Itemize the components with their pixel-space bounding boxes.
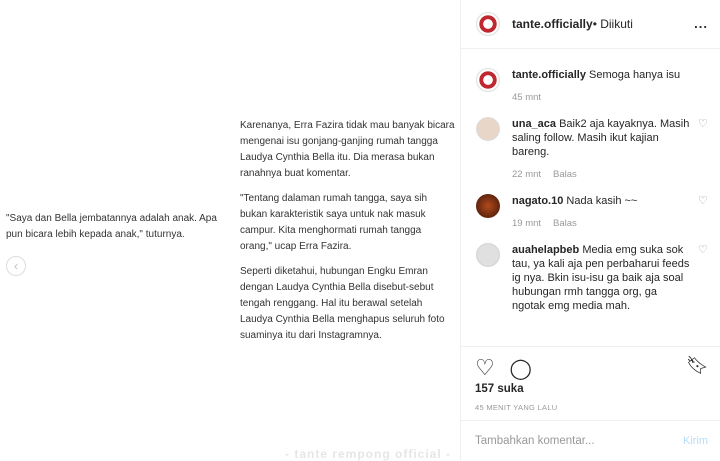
article-column [240, 118, 455, 353]
comments-panel [461, 0, 720, 460]
caption [476, 68, 712, 105]
more-options-icon[interactable]: ... [694, 16, 708, 31]
comment-text: Baik2 aja kayaknya. Masih saling follow. Masih ikut kajian bareng. [512, 118, 690, 158]
comment-list [476, 68, 712, 313]
comment-username[interactable]: nagato.10 [512, 195, 564, 207]
avatar[interactable] [476, 194, 500, 218]
comment [476, 194, 712, 231]
paragraph: Karenanya, Erra Fazira tidak mau banyak bicara mengenai isu gonjang-ganjing rumah tangga Laudya Cynthia Bella itu. Dia merasa bukan ranahnya buat komentar. [240, 120, 455, 179]
comment-text: Semoga hanya isu [589, 69, 681, 81]
like-comment-heart-icon[interactable]: ♡ [698, 244, 708, 256]
avatar[interactable] [476, 117, 500, 141]
comment-text: Nada kasih ~~ [566, 195, 638, 207]
comment-username[interactable]: tante.officially [512, 69, 586, 81]
avatar[interactable] [476, 12, 500, 36]
add-comment-bar [461, 420, 720, 460]
comment [476, 117, 712, 182]
comment-username[interactable]: una_aca [512, 118, 557, 130]
comment-time[interactable]: 45 mnt [512, 92, 542, 103]
like-count[interactable]: 157 suka [475, 383, 524, 395]
reply-button[interactable]: Balas [553, 169, 577, 180]
paragraph: "Tentang dalaman rumah tangga, saya sih bukan karakteristik saya untuk nak masuk campur. Kita menghormati rumah tangga orang," ucap Erra Fazira. [240, 193, 428, 252]
post-button[interactable]: Kirim [682, 434, 708, 447]
bookmark-icon[interactable]: 🔖︎ [686, 355, 709, 375]
like-comment-heart-icon[interactable]: ♡ [698, 118, 708, 130]
comment-text: Media emg suka sok tau, ya kali aja pen perbaharui feeds ig nya. Bkin isu-isu ga baik aja soal hubungan rmh tangga org, ga ngotak emg media mah. [512, 244, 690, 312]
avatar[interactable] [476, 68, 500, 92]
post-header [461, 0, 720, 49]
heart-icon[interactable]: ♡ [475, 355, 495, 380]
comment [476, 243, 712, 313]
comment-username[interactable]: auahelapbeb [512, 244, 580, 256]
post-time: 45 MENIT YANG LALU [475, 403, 558, 412]
avatar[interactable] [476, 243, 500, 267]
follow-status[interactable]: • Diikuti [592, 17, 633, 31]
paragraph: Seperti diketahui, hubungan Engku Emran dengan Laudya Cynthia Bella disebut-sebut tengah renggang. Hal itu berawal setelah Laudya Cynthia Bella menghapus seluruh foto suaminya itu dari Instagramnya. [240, 266, 445, 341]
comment-time[interactable]: 19 mnt [512, 218, 542, 229]
quote-text: "Saya dan Bella jembatannya adalah anak. Apa pun bicara lebih kepada anak," tuturnya. [6, 213, 217, 240]
comment-input[interactable] [475, 435, 683, 447]
watermark: - tante rempong official - [285, 447, 452, 461]
username-link[interactable]: tante.officially [512, 17, 593, 31]
comment-bubble-icon[interactable]: ◯ [509, 358, 532, 380]
comment-time[interactable]: 22 mnt [512, 169, 542, 180]
action-bar [461, 346, 720, 420]
prev-arrow-icon[interactable]: ‹ [6, 256, 26, 276]
like-comment-heart-icon[interactable]: ♡ [698, 195, 708, 207]
reply-button[interactable]: Balas [553, 218, 577, 229]
